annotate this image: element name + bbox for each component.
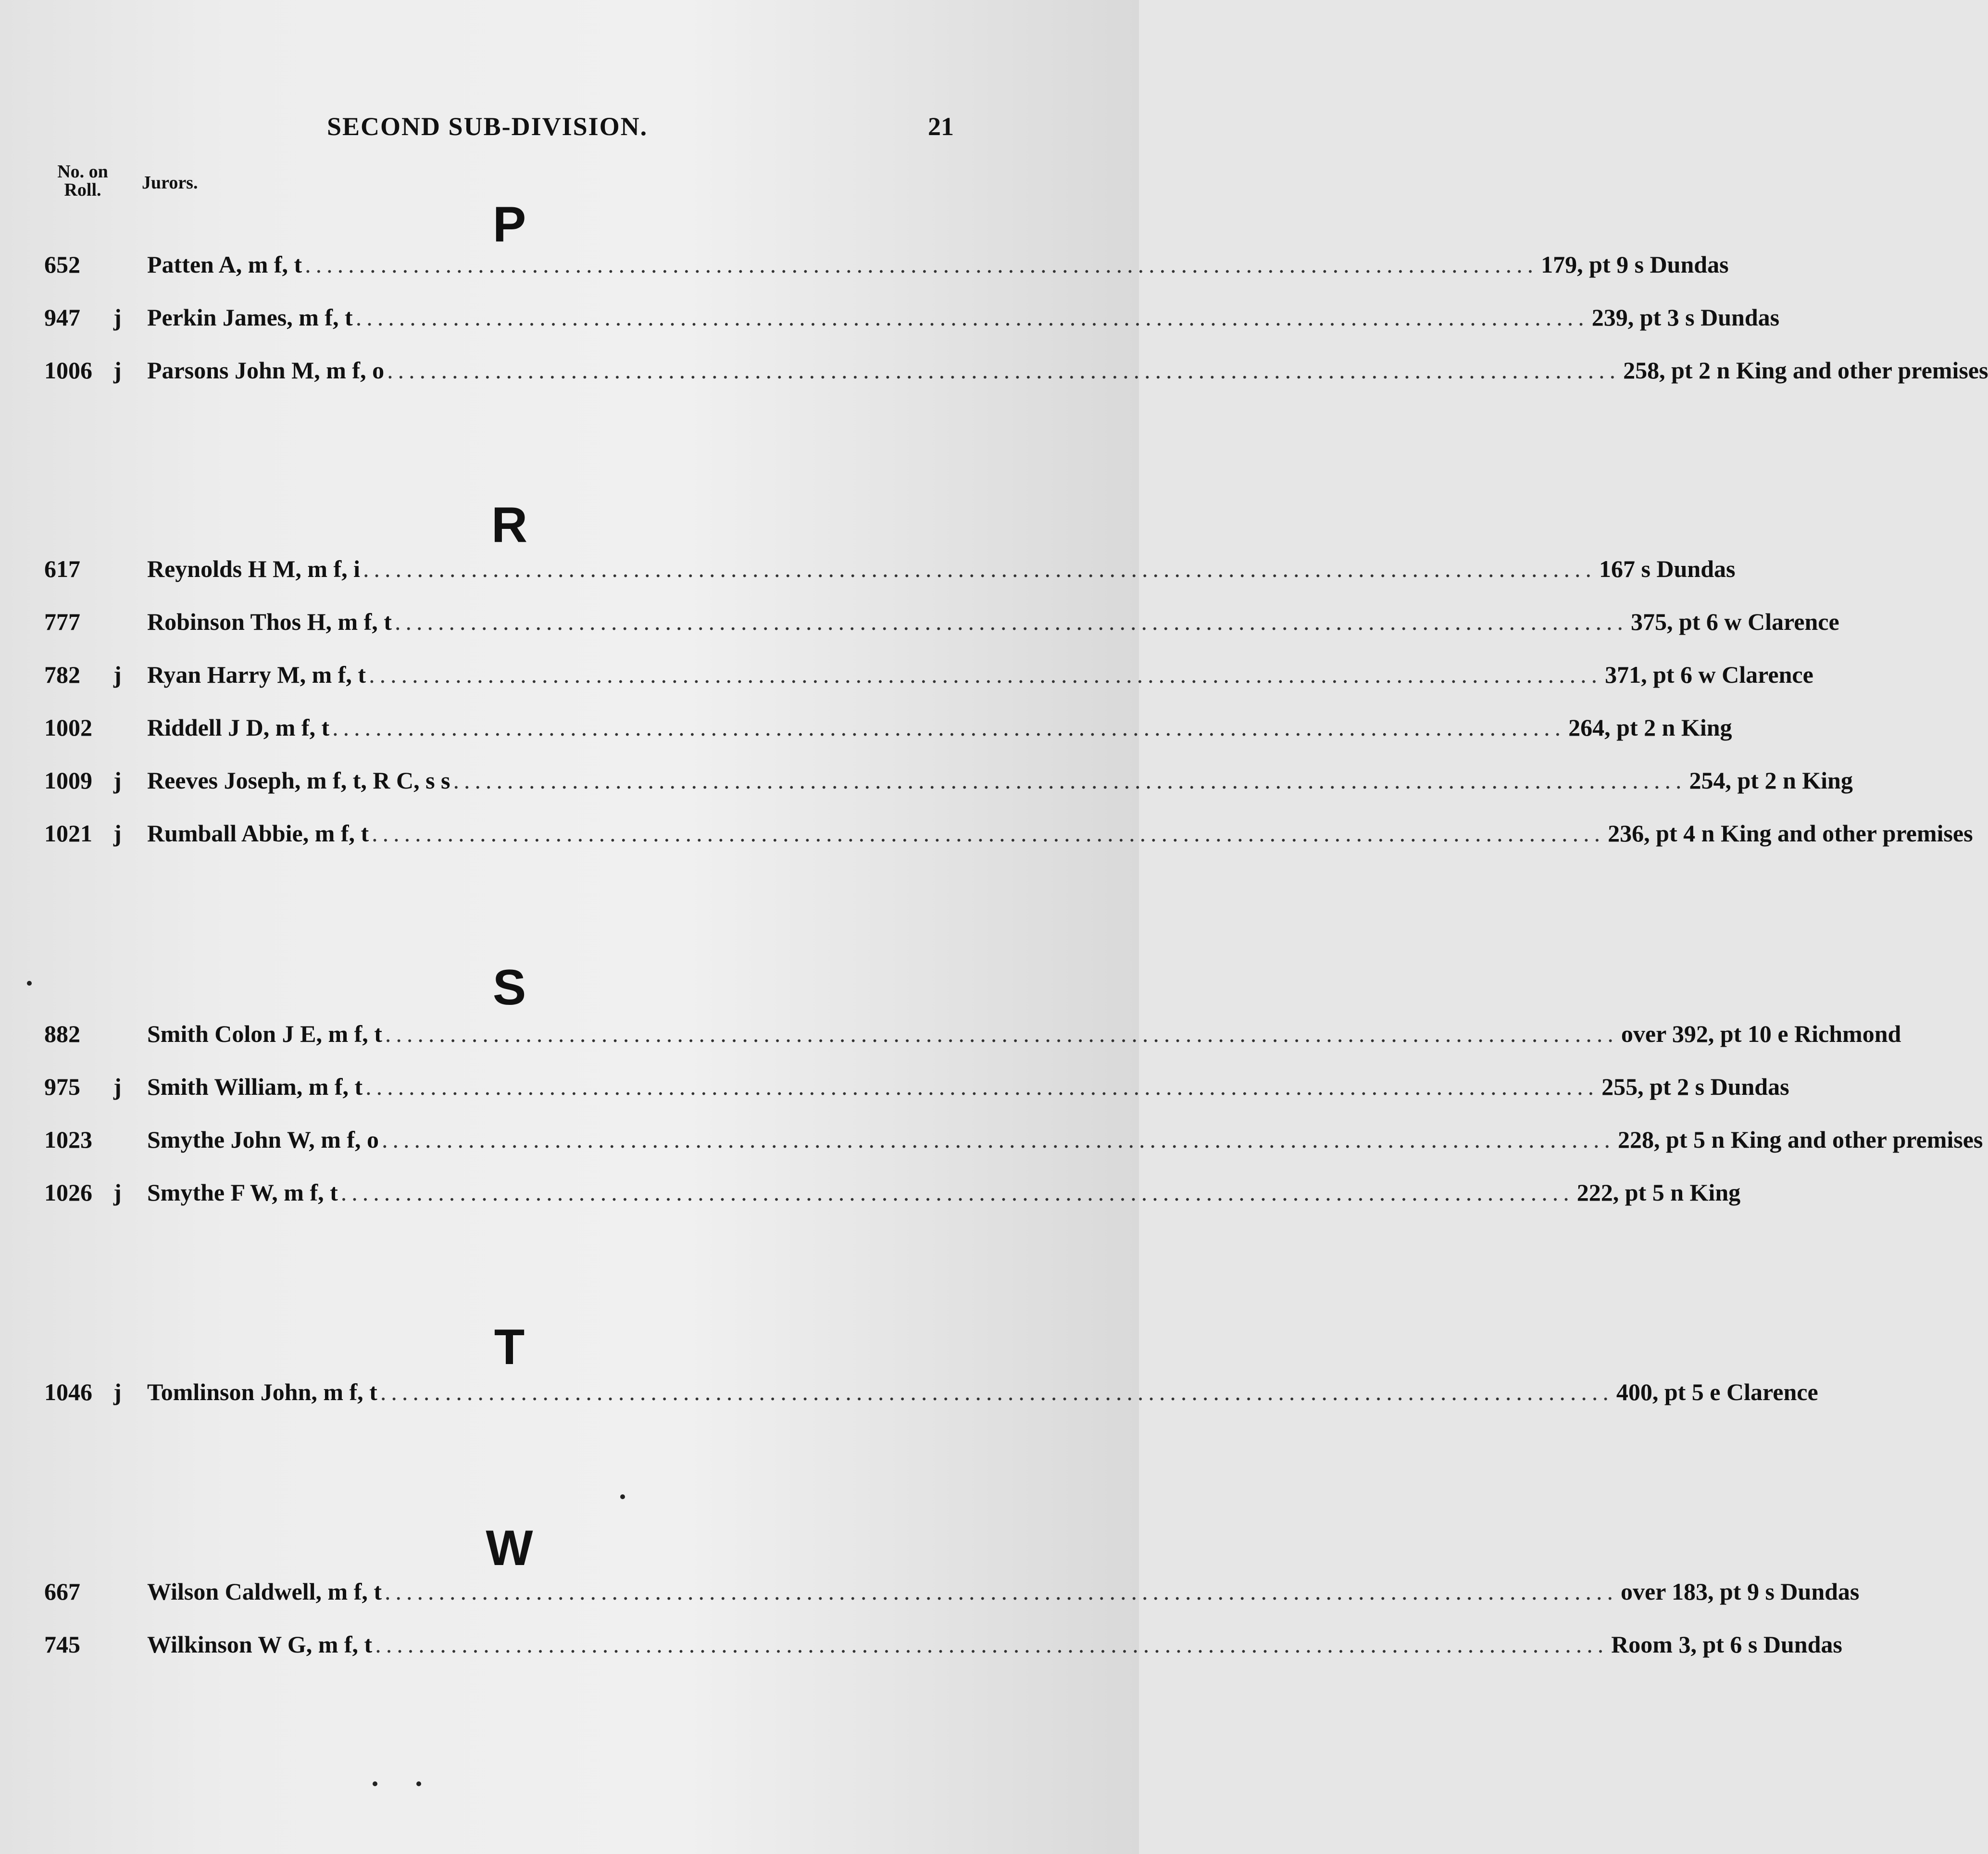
roll-number: 1026 — [44, 1179, 92, 1206]
table-row — [0, 1176, 1741, 1209]
jurors-column-header: Jurors. — [142, 173, 198, 193]
page-header — [0, 112, 1139, 150]
juror-mark: j — [113, 357, 122, 384]
entry-line — [147, 711, 1732, 744]
section-letter-s: S — [492, 960, 526, 1015]
juror-address: 167 s Dundas — [1599, 555, 1736, 582]
table-row — [0, 1375, 1818, 1409]
section-letter-w: W — [486, 1520, 533, 1576]
table-row — [0, 301, 1780, 334]
juror-address: Room 3, pt 6 s Dundas — [1611, 1631, 1842, 1658]
table-row — [0, 764, 1853, 797]
roll-number: 882 — [44, 1020, 80, 1047]
roll-number: 745 — [44, 1631, 80, 1658]
entry-line — [147, 658, 1813, 691]
juror-name: Patten A, m f, t — [147, 251, 302, 278]
entry-line — [147, 1375, 1818, 1409]
dot-leader: .................................................................................................................. — [305, 251, 1538, 278]
juror-address: 222, pt 5 n King — [1576, 1179, 1741, 1206]
roll-number-column-header: No. on Roll. — [57, 162, 108, 200]
juror-name: Smythe John W, m f, o — [147, 1126, 379, 1153]
table-row — [0, 711, 1732, 744]
juror-address: 264, pt 2 n King — [1568, 714, 1732, 741]
juror-address: 258, pt 2 n King and other premises — [1623, 357, 1988, 384]
table-row — [0, 248, 1729, 281]
entry-line — [147, 1017, 1901, 1051]
table-row — [0, 1123, 1983, 1156]
entry-line — [147, 816, 1973, 850]
dot-leader: .................................................................................................................. — [385, 1020, 1618, 1047]
juror-address: 400, pt 5 e Clarence — [1616, 1378, 1818, 1405]
page-number: 21 — [928, 112, 954, 141]
juror-address: 255, pt 2 s Dundas — [1601, 1073, 1789, 1100]
roll-number: 1006 — [44, 357, 92, 384]
juror-name: Parsons John M, m f, o — [147, 357, 385, 384]
table-row — [0, 605, 1839, 639]
juror-mark: j — [113, 1179, 122, 1206]
entry-line — [147, 248, 1729, 281]
juror-name: Rumball Abbie, m f, t — [147, 820, 369, 847]
juror-address: 239, pt 3 s Dundas — [1591, 304, 1780, 331]
juror-mark: j — [113, 820, 122, 847]
juror-name: Riddell J D, m f, t — [147, 714, 330, 741]
roll-number: 1021 — [44, 820, 92, 847]
dot-leader: .................................................................................................................. — [365, 1073, 1599, 1100]
table-row — [0, 353, 1988, 387]
entry-line — [147, 1123, 1983, 1156]
table-row — [0, 1070, 1789, 1103]
dot-leader: .................................................................................................................. — [340, 1179, 1574, 1206]
section-letter-p: P — [492, 197, 526, 252]
roll-number: 667 — [44, 1578, 80, 1605]
entry-line — [147, 1628, 1842, 1661]
table-row — [0, 816, 1973, 850]
dot-leader: .................................................................................................................. — [387, 357, 1621, 384]
juror-name: Reynolds H M, m f, i — [147, 555, 361, 582]
juror-mark: j — [113, 304, 122, 331]
dot-leader: .................................................................................................................. — [375, 1631, 1609, 1658]
juror-address: 371, pt 6 w Clarence — [1605, 661, 1813, 688]
juror-address: over 183, pt 9 s Dundas — [1621, 1578, 1860, 1605]
juror-name: Perkin James, m f, t — [147, 304, 353, 331]
entry-line — [147, 552, 1736, 586]
section-letter-t: T — [494, 1319, 525, 1375]
section-letter-r: R — [491, 497, 528, 553]
juror-address: 375, pt 6 w Clarence — [1630, 608, 1839, 635]
roll-number: 1009 — [44, 767, 92, 794]
dot-leader: .................................................................................................................. — [369, 661, 1602, 688]
roll-number: 947 — [44, 304, 80, 331]
roll-number: 1002 — [44, 714, 92, 741]
juror-address: 236, pt 4 n King and other premises — [1608, 820, 1973, 847]
dot-leader: .................................................................................................................. — [385, 1578, 1618, 1605]
dot-leader: .................................................................................................................. — [380, 1378, 1613, 1405]
entry-line — [147, 1176, 1741, 1209]
juror-address: 179, pt 9 s Dundas — [1541, 251, 1729, 278]
roll-number: 617 — [44, 555, 80, 582]
dot-leader: .................................................................................................................. — [372, 820, 1605, 847]
juror-name: Wilkinson W G, m f, t — [147, 1631, 373, 1658]
roll-number: 782 — [44, 661, 80, 688]
juror-name: Smythe F W, m f, t — [147, 1179, 338, 1206]
page-title: SECOND SUB-DIVISION. — [327, 112, 648, 141]
ink-speck — [620, 1494, 625, 1499]
juror-name: Smith William, m f, t — [147, 1073, 363, 1100]
dot-leader: .................................................................................................................. — [363, 555, 1597, 582]
juror-name: Robinson Thos H, m f, t — [147, 608, 392, 635]
juror-mark: j — [113, 767, 122, 794]
juror-address: 228, pt 5 n King and other premises — [1618, 1126, 1983, 1153]
juror-address: 254, pt 2 n King — [1689, 767, 1853, 794]
juror-address: over 392, pt 10 e Richmond — [1621, 1020, 1901, 1047]
juror-mark: j — [113, 1073, 122, 1100]
juror-mark: j — [113, 1378, 122, 1405]
entry-line — [147, 353, 1988, 387]
ink-speck — [373, 1781, 377, 1786]
roll-number: 1023 — [44, 1126, 92, 1153]
table-row — [0, 1628, 1842, 1661]
entry-line — [147, 605, 1839, 639]
juror-name: Smith Colon J E, m f, t — [147, 1020, 382, 1047]
juror-name: Tomlinson John, m f, t — [147, 1378, 377, 1405]
entry-line — [147, 301, 1780, 334]
juror-name: Wilson Caldwell, m f, t — [147, 1578, 382, 1605]
ink-speck — [27, 981, 32, 986]
dot-leader: .................................................................................................................. — [382, 1126, 1615, 1153]
table-row — [0, 552, 1736, 586]
entry-line — [147, 1070, 1789, 1103]
ink-speck — [416, 1781, 421, 1786]
roll-number: 777 — [44, 608, 80, 635]
dot-leader: .................................................................................................................. — [355, 304, 1589, 331]
juror-mark: j — [113, 661, 122, 688]
dot-leader: .................................................................................................................. — [394, 608, 1628, 635]
entry-line — [147, 1575, 1860, 1608]
dot-leader: .................................................................................................................. — [453, 767, 1687, 794]
table-row — [0, 1017, 1901, 1051]
roll-number: 975 — [44, 1073, 80, 1100]
roll-number: 1046 — [44, 1378, 92, 1405]
table-row — [0, 658, 1813, 691]
table-row — [0, 1575, 1860, 1608]
dot-leader: .................................................................................................................. — [332, 714, 1566, 741]
juror-name: Reeves Joseph, m f, t, R C, s s — [147, 767, 450, 794]
juror-name: Ryan Harry M, m f, t — [147, 661, 366, 688]
roll-number: 652 — [44, 251, 80, 278]
entry-line — [147, 764, 1853, 797]
